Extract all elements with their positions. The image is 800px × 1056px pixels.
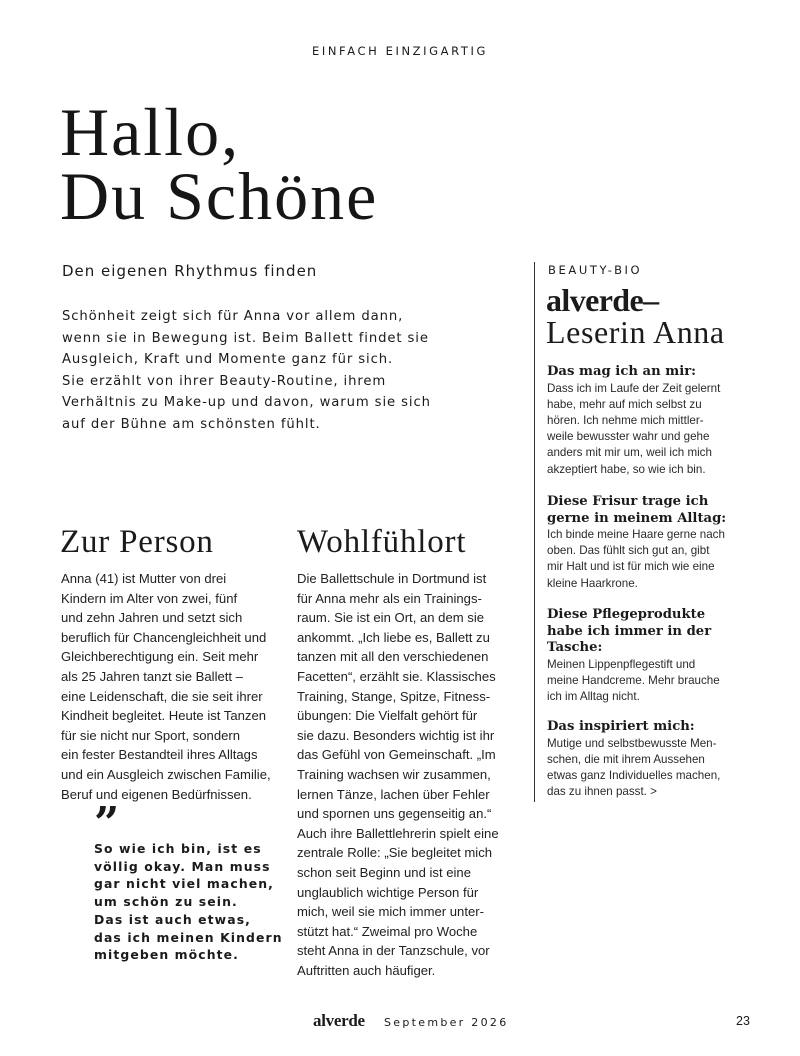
wohlfuehlort-line: lernen Tänze, lachen über Fehler <box>297 786 490 802</box>
person-line: Gleichberechtigung ein. Seit mehr <box>61 649 259 665</box>
qa-question-line: Das mag ich an mir: <box>547 364 697 379</box>
wohlfuehlort-line: ankommt. „Ich liebe es, Ballett zu <box>297 629 490 645</box>
person-line: Kindern im Alter von zwei, fünf <box>61 590 238 606</box>
qa-answer-line: mir Halt und ist für mich wie eine <box>547 560 715 574</box>
qa-block <box>547 607 767 705</box>
quote-line: völlig okay. Man muss <box>94 858 271 874</box>
sidebar-kicker: BEAUTY-BIO <box>548 263 643 277</box>
qa-answer-line: hören. Ich nehme mich mittler- <box>547 413 704 427</box>
lead-line: Verhältnis zu Make-up und davon, warum sie sich <box>62 395 431 410</box>
quote-line: Das ist auch etwas, <box>94 911 251 927</box>
wohlfuehlort-text <box>297 569 499 980</box>
wohlfuehlort-line: mich, weil sie mich immer unter- <box>297 904 484 920</box>
person-line: beruflich für Chancengleichheit und <box>61 629 267 645</box>
wohlfuehlort-line: Training wachsen wir zusammen, <box>297 766 491 782</box>
person-line: und zehn Jahren und setzt sich <box>61 610 243 626</box>
person-line: Beruf und eigenen Bedürfnissen. <box>61 786 252 802</box>
qa-question <box>547 364 767 381</box>
sidebar-title <box>546 284 725 348</box>
quote-line: mitgeben möchte. <box>94 947 239 963</box>
lead-line: Sie erzählt von ihrer Beauty-Routine, ihrem <box>62 373 387 389</box>
wohlfuehlort-line: sie dazu. Besonders wichtig ist ihr <box>297 727 495 743</box>
qa-answer <box>547 657 767 706</box>
qa-block <box>547 719 767 800</box>
wohlfuehlort-line: schon seit Beginn und ist eine <box>297 864 471 880</box>
qa-answer-line: weile bewusster wahr und gehe <box>547 430 710 444</box>
person-line: Anna (41) ist Mutter von drei <box>61 571 227 586</box>
qa-answer-line: meine Handcreme. Mehr brauche <box>547 673 720 687</box>
lead-paragraph <box>62 306 482 435</box>
page-number: 23 <box>736 1014 750 1028</box>
footer-brand-logo: alverde <box>313 1011 365 1030</box>
wohlfuehlort-line: übungen: Die Vielfalt gehört für <box>297 708 478 724</box>
qa-question-line: Das inspiriert mich: <box>547 719 695 734</box>
qa-answer-line: Ich binde meine Haare gerne nach <box>547 528 725 541</box>
sidebar-title-line-2: Leserin Anna <box>546 314 725 350</box>
lead-line: wenn sie in Bewegung ist. Beim Ballett findet sie <box>62 330 429 346</box>
person-line: Kindheit begleitet. Heute ist Tanzen <box>61 708 267 724</box>
qa-answer <box>547 527 767 592</box>
sidebar-brand: alverde– <box>546 282 659 318</box>
wohlfuehlort-line: tanzen mit all den verschiedenen <box>297 649 489 665</box>
wohlfuehlort-line: Die Ballettschule in Dortmund ist <box>297 571 487 586</box>
quote-line: das ich meinen Kindern <box>94 929 283 945</box>
page-title <box>60 94 379 234</box>
quote-line: gar nicht viel machen, <box>94 876 274 892</box>
title-line-2: Du Schöne <box>60 158 379 234</box>
qa-question <box>547 494 767 527</box>
qa-answer-line: schen, die mit ihrem Aussehen <box>547 752 705 766</box>
quote-line: So wie ich bin, ist es <box>94 841 262 856</box>
wohlfuehlort-line: stützt hat.“ Zweimal pro Woche <box>297 923 478 939</box>
section-kicker: EINFACH EINZIGARTIG <box>311 44 488 58</box>
qa-question-line: Diese Frisur trage ich <box>547 494 709 509</box>
quote-line: um schön zu sein. <box>94 894 238 910</box>
title-line-1: Hallo, <box>60 94 241 170</box>
wohlfuehlort-line: und spornen uns gegenseitig an.“ <box>297 806 492 822</box>
qa-question-line: Diese Pflegeprodukte <box>547 607 706 622</box>
person-heading: Zur Person <box>60 524 214 560</box>
wohlfuehlort-line: unglaublich wichtige Person für <box>297 884 479 900</box>
wohlfuehlort-line: steht Anna in der Tanzschule, vor <box>297 943 490 959</box>
qa-answer-line: oben. Das fühlt sich gut an, gibt <box>547 544 710 558</box>
qa-question-line: gerne in meinem Alltag: <box>547 510 727 526</box>
qa-answer-line: Meinen Lippenpflegestift und <box>547 657 696 671</box>
wohlfuehlort-line: zentrale Rolle: „Sie begleitet mich <box>297 845 493 861</box>
person-line: als 25 Jahren tanzt sie Ballett – <box>61 668 243 684</box>
wohlfuehlort-line: Training, Stange, Spitze, Fitness- <box>297 688 491 704</box>
wohlfuehlort-heading: Wohlfühlort <box>297 524 467 560</box>
sidebar-divider <box>534 262 535 802</box>
person-line: und ein Ausgleich zwischen Familie, <box>61 766 271 782</box>
qa-answer-line: etwas ganz Individuelles machen, <box>547 768 721 782</box>
qa-block <box>547 364 767 478</box>
wohlfuehlort-line: das Gefühl von Gemeinschaft. „Im <box>297 747 496 763</box>
pull-quote <box>94 840 283 964</box>
qa-question <box>547 719 767 736</box>
qa-block <box>547 494 767 592</box>
qa-answer <box>547 736 767 801</box>
qa-question <box>547 607 767 657</box>
wohlfuehlort-line: raum. Sie ist ein Ort, an dem sie <box>297 610 485 626</box>
person-line: eine Leidenschaft, die sie seit ihrer <box>61 688 263 704</box>
wohlfuehlort-line: Facetten“, erzählt sie. Klassisches <box>297 668 496 684</box>
wohlfuehlort-line: Auftritten auch häufiger. <box>297 962 436 978</box>
quote-mark-icon: ” <box>94 798 120 849</box>
wohlfuehlort-line: Auch ihre Ballettlehrerin spielt eine <box>297 825 499 841</box>
qa-question-line: habe ich immer in der <box>547 623 712 639</box>
qa-question-line: Tasche: <box>547 640 603 655</box>
lead-line: Ausgleich, Kraft und Momente ganz für sich. <box>62 352 394 367</box>
qa-answer-line: habe, mehr auf mich selbst zu <box>547 397 702 411</box>
qa-answer-line: Dass ich im Laufe der Zeit gelernt <box>547 381 721 395</box>
person-text <box>61 569 271 804</box>
wohlfuehlort-line: für Anna mehr als ein Trainings- <box>297 590 482 606</box>
person-line: ein fester Bestandteil ihres Alltags <box>61 747 258 763</box>
lead-line: Schönheit zeigt sich für Anna vor allem dann, <box>62 309 404 324</box>
footer-date: September 2026 <box>384 1016 509 1029</box>
qa-answer-line: anders mit mir um, weil ich mich <box>547 446 712 460</box>
qa-answer-line: kleine Haarkrone. <box>547 576 638 590</box>
qa-answer-line: Mutige und selbstbewusste Men- <box>547 736 717 750</box>
person-line: für sie nicht nur Sport, sondern <box>61 727 241 743</box>
lead-line: auf der Bühne am schönsten fühlt. <box>62 416 321 432</box>
subtitle: Den eigenen Rhythmus finden <box>62 262 318 280</box>
qa-answer-line: akzeptiert habe, so wie ich bin. <box>547 462 706 476</box>
qa-answer-line: ich im Alltag nicht. <box>547 689 640 703</box>
qa-answer <box>547 381 767 478</box>
qa-answer-line: das zu ihnen passt. > <box>547 785 657 799</box>
